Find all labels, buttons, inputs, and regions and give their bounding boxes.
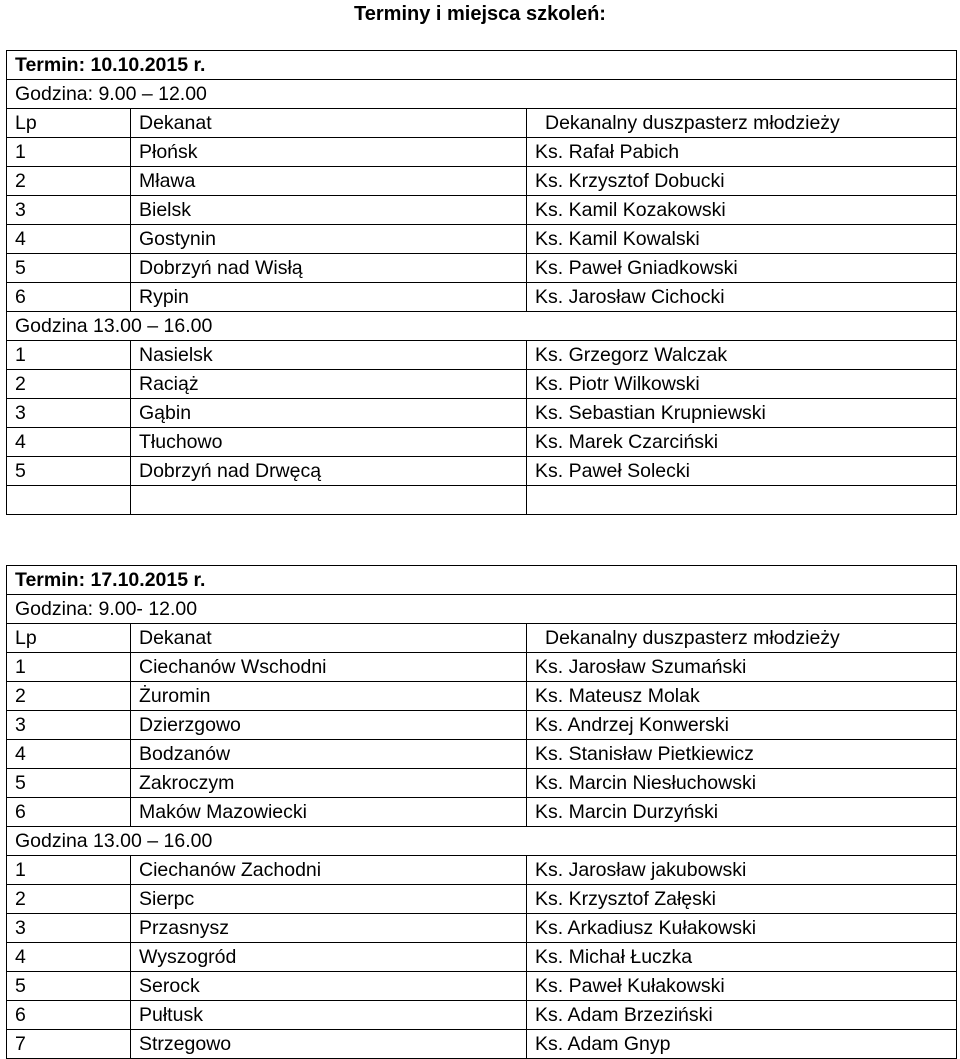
cell-duszpasterz: Ks. Mateusz Molak	[527, 682, 957, 711]
cell-lp: 2	[7, 167, 131, 196]
table-row	[7, 653, 957, 682]
godzina-row	[7, 80, 957, 109]
table-row	[7, 943, 957, 972]
termin-label: Termin: 17.10.2015 r.	[7, 566, 957, 595]
table-row	[7, 283, 957, 312]
cell-dekanat: Dobrzyń nad Wisłą	[131, 254, 527, 283]
cell-duszpasterz: Ks. Jarosław Cichocki	[527, 283, 957, 312]
cell-dekanat: Zakroczym	[131, 769, 527, 798]
table-row	[7, 1030, 957, 1059]
cell-lp: 3	[7, 914, 131, 943]
schedule-table-1	[6, 50, 957, 515]
cell-lp: 5	[7, 254, 131, 283]
cell-dekanat: Rypin	[131, 283, 527, 312]
cell-dekanat: Wyszogród	[131, 943, 527, 972]
table-row	[7, 856, 957, 885]
table-row	[7, 428, 957, 457]
afternoon-row	[7, 827, 957, 856]
cell-lp: 1	[7, 138, 131, 167]
cell-dekanat: Pułtusk	[131, 1001, 527, 1030]
cell-dekanat: Tłuchowo	[131, 428, 527, 457]
cell-lp: 6	[7, 798, 131, 827]
cell-lp: 5	[7, 457, 131, 486]
document-title: Terminy i miejsca szkoleń:	[354, 3, 606, 25]
cell-lp: 1	[7, 341, 131, 370]
cell-dekanat: Sierpc	[131, 885, 527, 914]
cell-duszpasterz: Ks. Jarosław Szumański	[527, 653, 957, 682]
table-row	[7, 740, 957, 769]
cell-duszpasterz: Ks. Kamil Kozakowski	[527, 196, 957, 225]
godzina-row	[7, 595, 957, 624]
header-dekanat: Dekanat	[131, 109, 527, 138]
afternoon-row	[7, 312, 957, 341]
cell-duszpasterz: Ks. Marcin Durzyński	[527, 798, 957, 827]
termin-row	[7, 566, 957, 595]
cell-dekanat: Serock	[131, 972, 527, 1001]
cell-lp: 6	[7, 283, 131, 312]
cell-duszpasterz: Ks. Stanisław Pietkiewicz	[527, 740, 957, 769]
header-duszpasterz: Dekanalny duszpasterz młodzieży	[527, 624, 957, 653]
cell-duszpasterz: Ks. Jarosław jakubowski	[527, 856, 957, 885]
cell-duszpasterz: Ks. Paweł Kułakowski	[527, 972, 957, 1001]
header-lp: Lp	[7, 624, 131, 653]
cell-duszpasterz: Ks. Krzysztof Dobucki	[527, 167, 957, 196]
cell-duszpasterz: Ks. Kamil Kowalski	[527, 225, 957, 254]
cell-lp: 3	[7, 711, 131, 740]
empty-cell	[7, 486, 131, 515]
cell-dekanat: Strzegowo	[131, 1030, 527, 1059]
cell-dekanat: Dzierzgowo	[131, 711, 527, 740]
empty-cell	[527, 486, 957, 515]
empty-row	[7, 486, 957, 515]
godzina-label: Godzina: 9.00- 12.00	[7, 595, 957, 624]
cell-lp: 6	[7, 1001, 131, 1030]
afternoon-label: Godzina 13.00 – 16.00	[7, 827, 957, 856]
cell-dekanat: Ciechanów Wschodni	[131, 653, 527, 682]
cell-dekanat: Mława	[131, 167, 527, 196]
cell-dekanat: Gostynin	[131, 225, 527, 254]
cell-duszpasterz: Ks. Marek Czarciński	[527, 428, 957, 457]
table-row	[7, 254, 957, 283]
table-row	[7, 370, 957, 399]
cell-duszpasterz: Ks. Michał Łuczka	[527, 943, 957, 972]
table-row	[7, 1001, 957, 1030]
cell-lp: 4	[7, 428, 131, 457]
cell-lp: 3	[7, 196, 131, 225]
cell-lp: 5	[7, 972, 131, 1001]
cell-lp: 4	[7, 943, 131, 972]
cell-lp: 1	[7, 856, 131, 885]
table-row	[7, 225, 957, 254]
table-row	[7, 769, 957, 798]
cell-dekanat: Płońsk	[131, 138, 527, 167]
cell-duszpasterz: Ks. Sebastian Krupniewski	[527, 399, 957, 428]
termin-row	[7, 51, 957, 80]
cell-duszpasterz: Ks. Krzysztof Załęski	[527, 885, 957, 914]
header-duszpasterz: Dekanalny duszpasterz młodzieży	[527, 109, 957, 138]
schedule-table-2	[6, 565, 957, 1059]
header-row	[7, 109, 957, 138]
cell-duszpasterz: Ks. Grzegorz Walczak	[527, 341, 957, 370]
cell-duszpasterz: Ks. Piotr Wilkowski	[527, 370, 957, 399]
cell-lp: 2	[7, 682, 131, 711]
afternoon-label: Godzina 13.00 – 16.00	[7, 312, 957, 341]
cell-duszpasterz: Ks. Adam Brzeziński	[527, 1001, 957, 1030]
table-row	[7, 798, 957, 827]
cell-dekanat: Gąbin	[131, 399, 527, 428]
cell-lp: 1	[7, 653, 131, 682]
cell-dekanat: Raciąż	[131, 370, 527, 399]
cell-dekanat: Żuromin	[131, 682, 527, 711]
table-row	[7, 711, 957, 740]
cell-duszpasterz: Ks. Paweł Gniadkowski	[527, 254, 957, 283]
cell-dekanat: Bodzanów	[131, 740, 527, 769]
header-lp: Lp	[7, 109, 131, 138]
cell-dekanat: Maków Mazowiecki	[131, 798, 527, 827]
cell-lp: 2	[7, 885, 131, 914]
table-row	[7, 196, 957, 225]
table-row	[7, 341, 957, 370]
header-row	[7, 624, 957, 653]
cell-lp: 2	[7, 370, 131, 399]
godzina-label: Godzina: 9.00 – 12.00	[7, 80, 957, 109]
cell-duszpasterz: Ks. Rafał Pabich	[527, 138, 957, 167]
cell-lp: 4	[7, 225, 131, 254]
cell-duszpasterz: Ks. Arkadiusz Kułakowski	[527, 914, 957, 943]
table-row	[7, 167, 957, 196]
cell-lp: 3	[7, 399, 131, 428]
table-row	[7, 885, 957, 914]
empty-cell	[131, 486, 527, 515]
header-dekanat: Dekanat	[131, 624, 527, 653]
table-row	[7, 682, 957, 711]
cell-duszpasterz: Ks. Marcin Niesłuchowski	[527, 769, 957, 798]
cell-dekanat: Ciechanów Zachodni	[131, 856, 527, 885]
cell-dekanat: Dobrzyń nad Drwęcą	[131, 457, 527, 486]
table-row	[7, 914, 957, 943]
table-row	[7, 972, 957, 1001]
cell-dekanat: Nasielsk	[131, 341, 527, 370]
table-row	[7, 399, 957, 428]
termin-label: Termin: 10.10.2015 r.	[7, 51, 957, 80]
cell-lp: 5	[7, 769, 131, 798]
cell-duszpasterz: Ks. Andrzej Konwerski	[527, 711, 957, 740]
table-row	[7, 138, 957, 167]
cell-duszpasterz: Ks. Paweł Solecki	[527, 457, 957, 486]
cell-lp: 4	[7, 740, 131, 769]
cell-lp: 7	[7, 1030, 131, 1059]
cell-dekanat: Bielsk	[131, 196, 527, 225]
cell-duszpasterz: Ks. Adam Gnyp	[527, 1030, 957, 1059]
cell-dekanat: Przasnysz	[131, 914, 527, 943]
table-row	[7, 457, 957, 486]
